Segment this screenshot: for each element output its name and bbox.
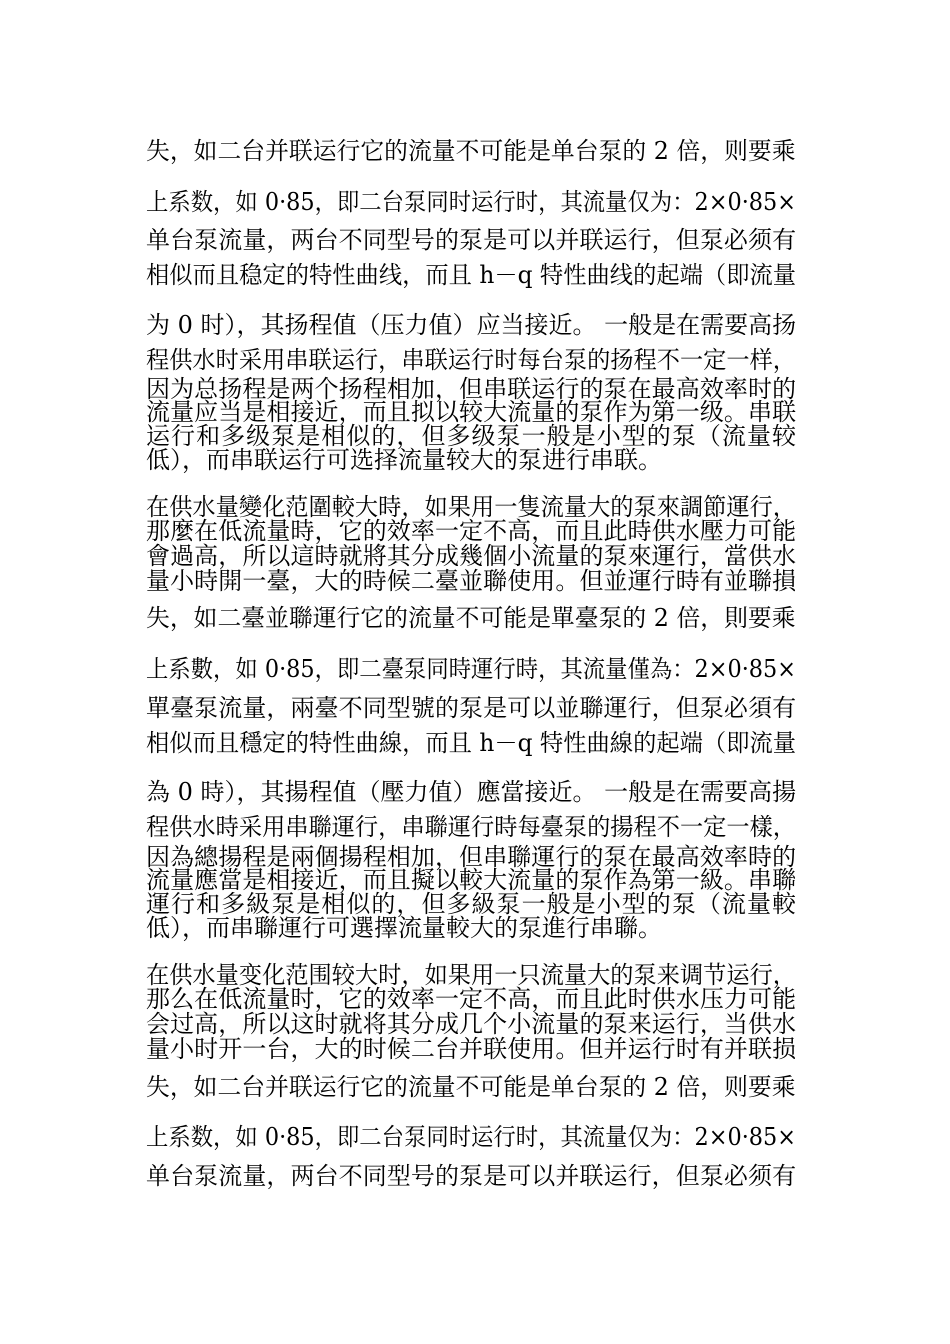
text-line: 因為總揚程是兩個揚程相加，但串聯運行的泵在最高效率時的 — [146, 843, 797, 871]
text-line: 上系數，如 0·85，即二臺泵同時運行時，其流量僅為：2×0·85× — [146, 655, 796, 683]
text-line: 会过高，所以这时就将其分成几个小流量的泵来运行，当供水 — [146, 1010, 797, 1038]
text-line: 失，如二台并联运行它的流量不可能是单台泵的 2 倍，则要乘 — [146, 137, 796, 165]
text-line: 低），而串联运行可选择流量较大的泵进行串联。 — [146, 446, 662, 474]
text-line: 低），而串聯運行可選擇流量較大的泵進行串聯。 — [146, 914, 662, 942]
text-line: 在供水量變化范圍較大時，如果用一隻流量大的泵來調節運行， — [146, 493, 797, 521]
text-line: 流量应当是相接近，而且拟以较大流量的泵作为第一级。串联 — [146, 398, 797, 426]
text-line: 相似而且稳定的特性曲线，而且 h－q 特性曲线的起端（即流量 — [146, 261, 797, 289]
text-line: 那么在低流量时，它的效率一定不高，而且此时供水压力可能 — [146, 985, 797, 1013]
text-line: 单台泵流量，两台不同型号的泵是可以并联运行，但泵必须有 — [146, 226, 797, 254]
text-line: 量小时开一台，大的时候二台并联使用。但并运行时有并联损 — [146, 1035, 797, 1063]
text-line: 程供水时采用串联运行，串联运行时每台泵的扬程不一定一样， — [146, 346, 797, 374]
text-line: 為 0 時），其揚程值（壓力值）應當接近。 一般是在需要高揚 — [146, 778, 797, 806]
text-line: 會過高，所以這時就將其分成幾個小流量的泵來運行，當供水 — [146, 542, 797, 570]
text-line: 那麼在低流量時，它的效率一定不高，而且此時供水壓力可能 — [146, 517, 797, 545]
text-line: 單臺泵流量，兩臺不同型號的泵是可以並聯運行，但泵必須有 — [146, 694, 797, 722]
text-line: 在供水量变化范围较大时，如果用一只流量大的泵来调节运行， — [146, 961, 797, 989]
text-line: 失，如二台并联运行它的流量不可能是单台泵的 2 倍，则要乘 — [146, 1073, 796, 1101]
text-line: 运行和多级泵是相似的，但多级泵一般是小型的泵（流量较 — [146, 422, 798, 450]
text-line: 流量應當是相接近，而且擬以較大流量的泵作為第一級。串聯 — [146, 866, 797, 894]
text-line: 量小時開一臺，大的時候二臺並聯使用。但並運行時有並聯損 — [146, 567, 797, 595]
text-line: 单台泵流量，两台不同型号的泵是可以并联运行，但泵必须有 — [146, 1162, 797, 1190]
text-line: 失，如二臺並聯運行它的流量不可能是單臺泵的 2 倍，則要乘 — [146, 604, 796, 632]
text-line: 運行和多級泵是相似的，但多級泵一般是小型的泵（流量較 — [146, 890, 798, 918]
text-line: 上系数，如 0·85，即二台泵同时运行时，其流量仅为：2×0·85× — [146, 188, 796, 216]
text-line: 相似而且穩定的特性曲線，而且 h－q 特性曲線的起端（即流量 — [146, 729, 797, 757]
text-line: 上系数，如 0·85，即二台泵同时运行时，其流量仅为：2×0·85× — [146, 1123, 796, 1151]
text-line: 因为总扬程是两个扬程相加，但串联运行的泵在最高效率时的 — [146, 375, 797, 403]
text-line: 为 0 时），其扬程值（压力值）应当接近。 一般是在需要高扬 — [146, 311, 797, 339]
text-line: 程供水時采用串聯運行，串聯運行時每臺泵的揚程不一定一樣， — [146, 813, 797, 841]
